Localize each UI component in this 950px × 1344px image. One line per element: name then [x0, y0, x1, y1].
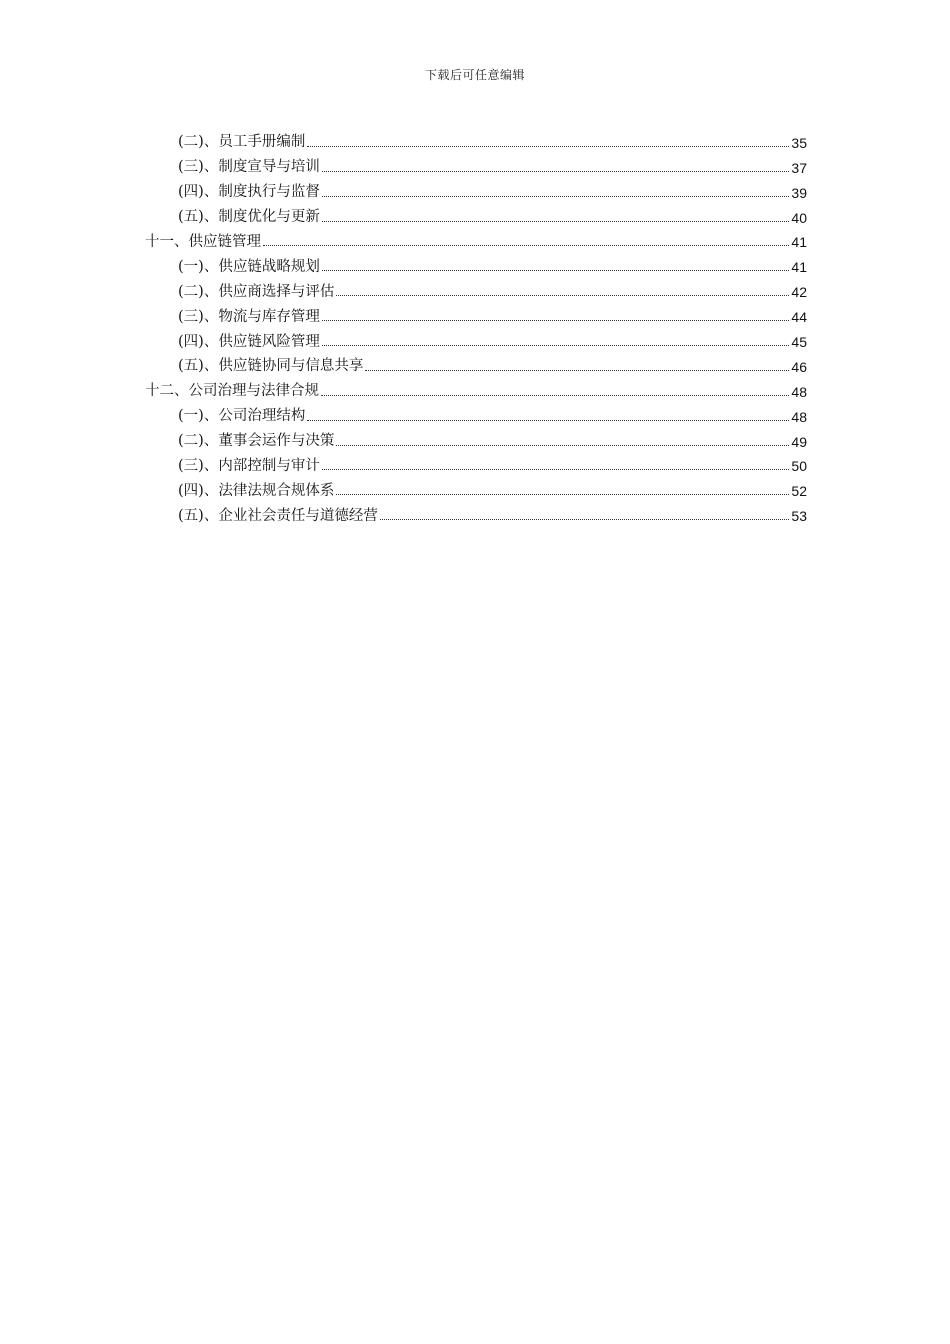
toc-entry-label: 十一、供应链管理 — [145, 233, 261, 250]
toc-page-number: 52 — [791, 483, 807, 500]
toc-entry-label: (二)、员工手册编制 — [178, 134, 306, 151]
toc-entry[interactable] — [145, 150, 807, 175]
toc-entry-label: (三)、内部控制与审计 — [178, 457, 320, 474]
toc-page-number: 41 — [791, 259, 807, 276]
toc-page-number: 46 — [791, 358, 807, 375]
toc-dot-leader — [336, 444, 789, 446]
toc-entry-label: (一)、公司治理结构 — [178, 408, 306, 425]
toc-entry[interactable] — [145, 299, 807, 324]
toc-page-number: 40 — [791, 209, 807, 226]
toc-entry[interactable] — [145, 175, 807, 200]
toc-entry[interactable] — [145, 399, 807, 424]
toc-entry-label: (二)、董事会运作与决策 — [178, 433, 335, 450]
toc-entry[interactable] — [145, 249, 807, 274]
toc-entry[interactable] — [145, 449, 807, 474]
header-note: 下载后可任意编辑 — [424, 68, 525, 82]
toc-dot-leader — [322, 269, 790, 271]
toc-dot-leader — [307, 419, 789, 421]
toc-entry-label: (五)、供应链协同与信息共享 — [178, 358, 364, 375]
toc-entry[interactable] — [145, 473, 807, 498]
toc-dot-leader — [322, 468, 790, 470]
toc-entry-label: (四)、制度执行与监督 — [178, 184, 320, 201]
toc-entry-label: (五)、制度优化与更新 — [178, 209, 320, 226]
toc-entry[interactable] — [145, 498, 807, 523]
toc-entry[interactable] — [145, 324, 807, 349]
toc-page-number: 48 — [791, 383, 807, 400]
toc-dot-leader — [322, 319, 790, 321]
toc-page-number: 45 — [791, 334, 807, 351]
toc-dot-leader — [365, 369, 789, 371]
toc-page-number: 49 — [791, 433, 807, 450]
toc-entry[interactable] — [145, 424, 807, 449]
toc-dot-leader — [307, 145, 789, 147]
toc-dot-leader — [322, 344, 790, 346]
toc-page-number: 53 — [791, 508, 807, 525]
toc-page-number: 42 — [791, 284, 807, 301]
toc-chapter-entry[interactable] — [145, 225, 807, 250]
toc-entry[interactable] — [145, 125, 807, 150]
toc-dot-leader — [322, 195, 790, 197]
toc-entry-label: (三)、制度宣导与培训 — [178, 159, 320, 176]
toc-dot-leader — [336, 294, 789, 296]
toc-entry[interactable] — [145, 274, 807, 299]
toc-entry-label: (五)、企业社会责任与道德经营 — [178, 507, 378, 524]
toc-entry-label: (三)、物流与库存管理 — [178, 308, 320, 325]
toc-page-number: 35 — [791, 134, 807, 151]
toc-dot-leader — [336, 493, 789, 495]
toc-dot-leader — [322, 170, 790, 172]
toc-dot-leader — [263, 244, 789, 246]
toc-page-number: 50 — [791, 458, 807, 475]
toc-page-number: 41 — [791, 234, 807, 251]
toc-entry-label: (一)、供应链战略规划 — [178, 258, 320, 275]
toc-entry-label: (四)、供应链风险管理 — [178, 333, 320, 350]
toc-dot-leader — [380, 518, 790, 520]
toc-entry[interactable] — [145, 200, 807, 225]
toc-page-number: 48 — [791, 408, 807, 425]
toc-entry[interactable] — [145, 349, 807, 374]
toc-page-number: 44 — [791, 309, 807, 326]
toc-page-number: 39 — [791, 184, 807, 201]
toc-entry-label: (四)、法律法规合规体系 — [178, 482, 335, 499]
toc-chapter-entry[interactable] — [145, 374, 807, 399]
toc-dot-leader — [321, 394, 789, 396]
toc-dot-leader — [322, 220, 790, 222]
toc-page-number: 37 — [791, 159, 807, 176]
toc-entry-label: (二)、供应商选择与评估 — [178, 283, 335, 300]
table-of-contents — [145, 125, 807, 523]
toc-entry-label: 十二、公司治理与法律合规 — [145, 383, 319, 400]
